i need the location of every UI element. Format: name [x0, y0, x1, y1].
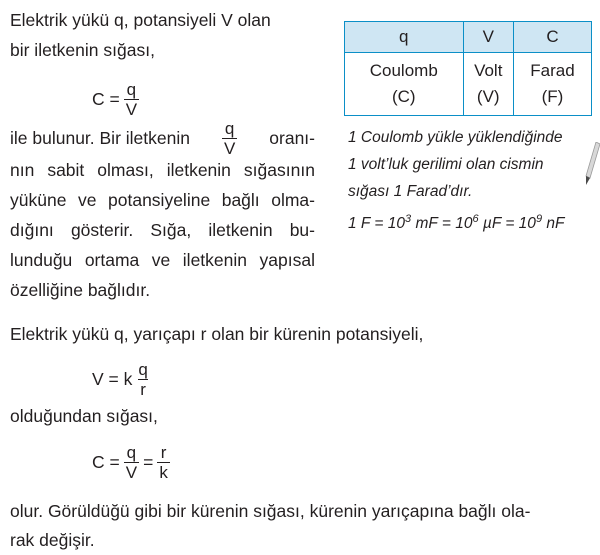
units-table — [344, 21, 592, 116]
table-header-cell: V — [463, 22, 513, 53]
para1-line1: Elektrik yükü q, potansiyeli V olan — [10, 10, 271, 30]
para4-line1: olduğundan sığası, — [10, 406, 158, 426]
ratio-denominator: V — [223, 139, 236, 158]
unit-conversion — [348, 209, 564, 234]
formula2-fraction — [136, 361, 149, 398]
word: lunduğu — [10, 250, 73, 270]
note-line2: 1 volt’luk gerilimi olan cismin — [348, 156, 544, 173]
table-cell — [513, 53, 591, 116]
word: bu- — [289, 220, 315, 240]
formula3-equals: = — [143, 452, 154, 472]
para2-line3 — [10, 189, 315, 211]
word: gösterir. — [70, 220, 134, 240]
formula2-denominator: r — [140, 380, 146, 399]
word: nın — [10, 160, 35, 180]
word: olması, — [97, 160, 154, 180]
word: yüküne — [10, 190, 67, 210]
formula1-lhs: C = — [92, 89, 120, 109]
formula3-denominator-1: V — [125, 463, 138, 482]
formula3-numerator-1: q — [126, 443, 137, 462]
conv-part: mF = 10 — [411, 215, 473, 232]
table-header-cell: q — [345, 22, 464, 53]
table-header-cell: C — [513, 22, 591, 53]
formula3-lhs: C = — [92, 452, 120, 472]
note-line3: sığası 1 Farad’dır. — [348, 183, 473, 200]
table-header-row — [345, 22, 592, 53]
para5-line2: rak değişir. — [10, 530, 95, 550]
ratio-fraction — [222, 120, 237, 157]
word: yapısal — [259, 250, 315, 270]
word: potansiyeline — [108, 190, 211, 210]
ratio-numerator: q — [224, 119, 235, 138]
formula2-numerator: q — [138, 360, 148, 379]
para2-line4 — [10, 219, 315, 241]
para5-line1: olur. Görüldüğü gibi bir kürenin sığası, kürenin yarıçapına bağlı ola- — [10, 501, 531, 521]
unit-name: Volt — [474, 61, 503, 80]
para2-line1-text-b: oranı- — [269, 128, 315, 148]
word: sabit — [47, 160, 85, 180]
formula3-fraction-2 — [157, 444, 170, 481]
para3-line1: Elektrik yükü q, yarıçapı r olan bir kürenin potansiyeli, — [10, 324, 424, 344]
table-cell — [463, 53, 513, 116]
word: iletkenin — [182, 250, 248, 270]
formula1-numerator: q — [126, 80, 137, 99]
potential-formula — [92, 361, 150, 398]
word: bağlı — [221, 190, 260, 210]
conv-part: 1 F = 10 — [348, 215, 406, 232]
word: iletkenin — [166, 160, 231, 180]
word: Sığa, — [150, 220, 192, 240]
unit-name: Coulomb — [369, 61, 438, 80]
para2-line2 — [10, 159, 315, 181]
word: sığasının — [243, 160, 315, 180]
formula1-fraction — [124, 81, 139, 118]
conv-exponent: 3 — [405, 213, 412, 225]
table-row — [345, 53, 592, 116]
formula3-numerator-2: r — [160, 443, 167, 462]
word: ve — [151, 250, 171, 270]
capacitance-formula — [92, 81, 139, 118]
unit-symbol: (C) — [391, 87, 416, 106]
formula2-lhs: V = k — [92, 369, 133, 389]
note-line1: 1 Coulomb yükle yüklendiğinde — [348, 129, 563, 146]
conv-exponent: 9 — [535, 213, 543, 225]
pencil-icon — [584, 142, 600, 186]
para2-line5 — [10, 249, 315, 271]
conv-part: nF — [542, 215, 565, 232]
formula1-denominator: V — [125, 100, 138, 119]
word: ortama — [84, 250, 140, 270]
para2-line1 — [10, 120, 315, 157]
formula3-denominator-2: k — [159, 463, 168, 482]
word: dığını — [10, 220, 54, 240]
table-cell — [345, 53, 464, 116]
para1-line2: bir iletkenin sığası, — [10, 40, 155, 60]
unit-symbol: (F) — [541, 87, 564, 106]
word: iletkenin — [208, 220, 273, 240]
unit-symbol: (V) — [476, 87, 500, 106]
formula3-fraction-1 — [124, 444, 139, 481]
unit-name: Farad — [530, 61, 575, 80]
para2-line6: özelliğine bağlıdır. — [10, 280, 151, 300]
para2-line1-text-a: ile bulunur. Bir iletkenin — [10, 128, 190, 148]
conv-part: µF = 10 — [478, 215, 536, 232]
word: olma- — [271, 190, 315, 210]
conv-exponent: 6 — [472, 213, 479, 225]
sphere-capacitance-formula — [92, 444, 170, 481]
word: ve — [77, 190, 97, 210]
